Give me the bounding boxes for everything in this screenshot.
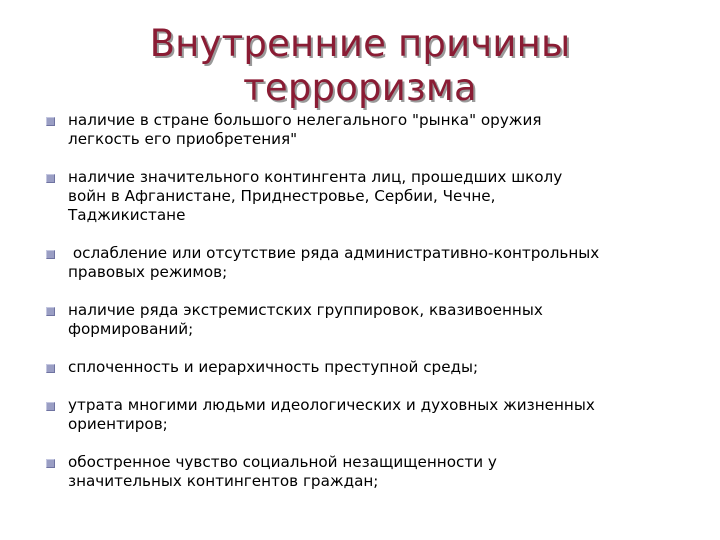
slide-title: [60, 22, 660, 110]
bullet-text-line: значительных контингентов граждан;: [68, 472, 379, 490]
bullet-text: [68, 358, 694, 377]
bullet-text-line: ослабление или отсутствие ряда административно-контрольных: [68, 244, 600, 262]
bullet-text-line: наличие значительного контингента лиц, прошедших школу: [68, 168, 563, 186]
bullet-list: [44, 111, 694, 491]
square-bullet-icon: [46, 307, 55, 316]
bullet-text-line: легкость его приобретения": [68, 130, 298, 148]
bullet-text-line: формирований;: [68, 320, 194, 338]
slide-title-line-2: терроризма: [243, 66, 477, 109]
bullet-item: [44, 111, 694, 149]
bullet-text: [68, 111, 694, 149]
square-bullet-icon: [46, 250, 55, 259]
square-bullet-icon: [46, 364, 55, 373]
bullet-text: [68, 244, 694, 282]
bullet-text: [68, 168, 694, 225]
bullet-text-line: правовых режимов;: [68, 263, 228, 281]
bullet-text-line: утрата многими людьми идеологических и духовных жизненных: [68, 396, 595, 414]
bullet-item: [44, 396, 694, 434]
bullet-text: [68, 301, 694, 339]
bullet-text-line: войн в Афганистане, Приднестровье, Сербии, Чечне,: [68, 187, 496, 205]
bullet-text-line: сплоченность и иерархичность преступной среды;: [68, 358, 479, 376]
square-bullet-icon: [46, 402, 55, 411]
bullet-item: [44, 301, 694, 339]
bullet-item: [44, 358, 694, 377]
bullet-text-line: обостренное чувство социальной незащищенности у: [68, 453, 497, 471]
bullet-item: [44, 453, 694, 491]
bullet-text-line: наличие в стране большого нелегального "рынка" оружия: [68, 111, 542, 129]
square-bullet-icon: [46, 174, 55, 183]
bullet-text: [68, 396, 694, 434]
square-bullet-icon: [46, 117, 55, 126]
bullet-item: [44, 168, 694, 225]
bullet-text-line: наличие ряда экстремистских группировок, квазивоенных: [68, 301, 543, 319]
slide-title-line-1: Внутренние причины: [149, 22, 571, 65]
bullet-text-line: ориентиров;: [68, 415, 168, 433]
bullet-text-line: Таджикистане: [68, 206, 186, 224]
bullet-item: [44, 244, 694, 282]
bullet-text: [68, 453, 694, 491]
square-bullet-icon: [46, 459, 55, 468]
